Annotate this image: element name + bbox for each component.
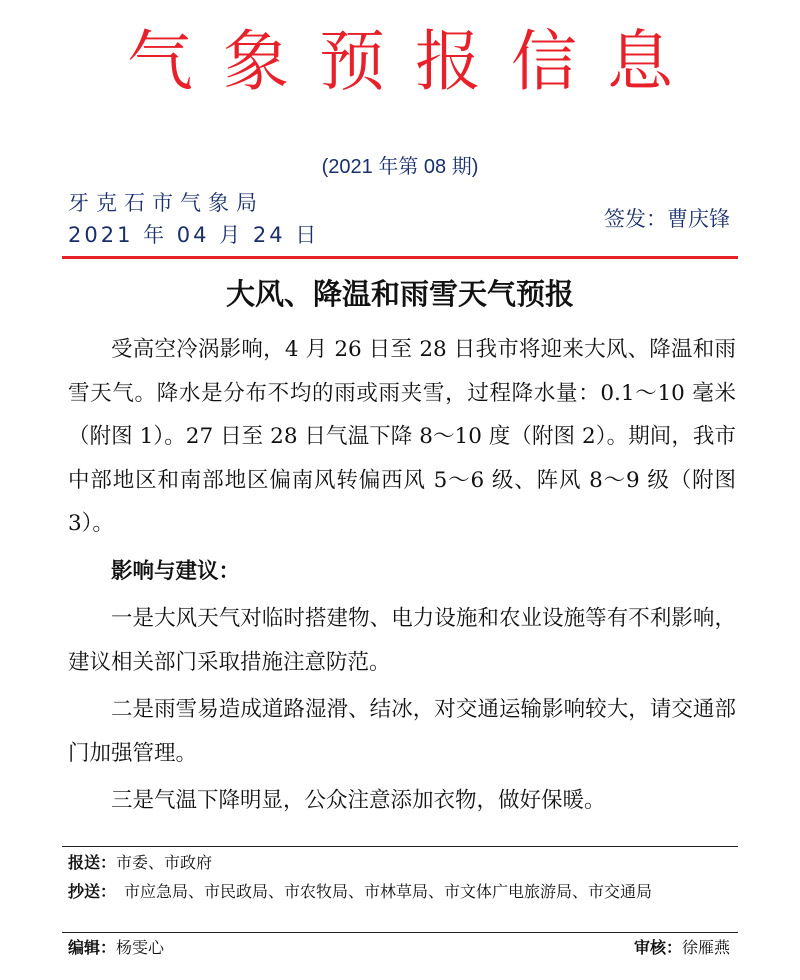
paragraph-advice-2: 二是雨雪易造成道路湿滑、结冰，对交通运输影响较大，请交通部门加强管理。 xyxy=(68,697,736,766)
review-value: 徐雁燕 xyxy=(681,938,730,957)
copy-value: 市应急局、市民政局、市农牧局、市林草局、市文体广电旅游局、市交通局 xyxy=(124,882,653,901)
report-value: 市委、市政府 xyxy=(116,853,213,872)
masthead-title: 气象预报信息 xyxy=(127,23,703,100)
footer-editor xyxy=(68,935,164,961)
footer-reviewer xyxy=(634,935,730,961)
copy-label: 抄送： xyxy=(68,882,117,901)
paragraph-advice-3: 三是气温下降明显，公众注意添加衣物，做好保暖。 xyxy=(111,788,606,813)
footer-top-rule xyxy=(62,846,738,847)
footer-copy-to xyxy=(68,879,736,905)
signer: 签发：曹庆锋 xyxy=(604,207,730,231)
issue-date: 2021 年 04 月 24 日 xyxy=(68,223,320,247)
footer-bottom-rule xyxy=(62,932,738,933)
review-label: 审核： xyxy=(633,938,682,957)
issue-number: (2021 年第 08 期) xyxy=(321,156,479,178)
document-body xyxy=(68,328,736,823)
issuer-name: 牙克石市气象局 xyxy=(68,191,264,215)
subheading-advice: 影响与建议： xyxy=(111,558,241,584)
editor-value: 杨雯心 xyxy=(116,938,165,957)
paragraph-forecast: 受高空冷涡影响，4 月 26 日至 28 日我市将迎来大风、降温和雨雪天气。降水是分布不均的雨或雨夹雪，过程降水量：0.1～10 毫米（附图 1）。27 日至 28 日气温下降 8～10 度（附图 2）。期间，我市中部地区和南部地区偏南风转偏西风 5～6 级、阵风 8～9 级（附图 3）。 xyxy=(68,337,736,536)
document-headline: 大风、降温和雨雪天气预报 xyxy=(225,277,574,311)
editor-label: 编辑： xyxy=(68,938,117,957)
footer-report-to xyxy=(68,850,736,876)
red-divider xyxy=(62,256,738,259)
report-label: 报送： xyxy=(68,853,117,872)
paragraph-advice-1: 一是大风天气对临时搭建物、电力设施和农业设施等有不利影响，建议相关部门采取措施注意防范。 xyxy=(68,606,736,675)
